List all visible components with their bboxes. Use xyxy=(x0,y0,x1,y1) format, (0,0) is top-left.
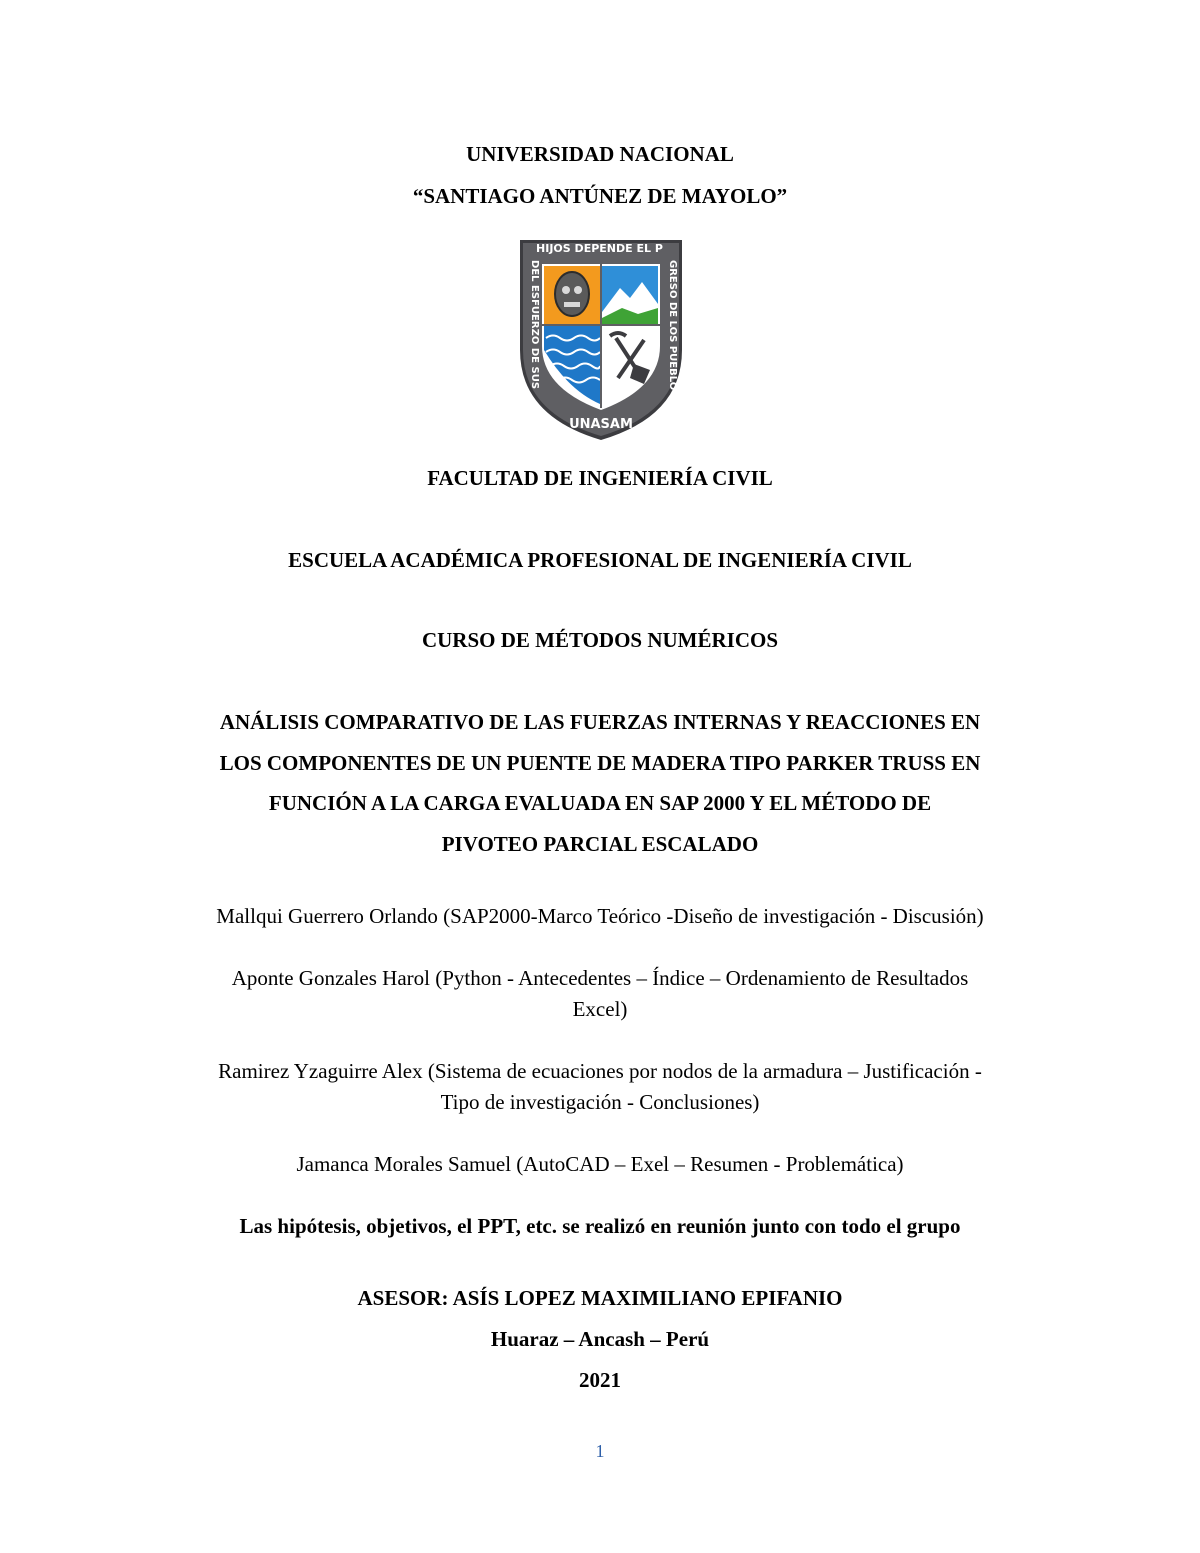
title-line-3: FUNCIÓN A LA CARGA EVALUADA EN SAP 2000 Y EL MÉTODO DE xyxy=(268,791,932,815)
author-3-line-1: Ramirez Yzaguirre Alex (Sistema de ecuaciones por nodos de la armadura – Justificación - xyxy=(218,1059,982,1083)
title-line-2: LOS COMPONENTES DE UN PUENTE DE MADERA TIPO PARKER TRUSS EN xyxy=(219,751,981,775)
author-1: Mallqui Guerrero Orlando (SAP2000-Marco Teórico -Diseño de investigación - Discusión) xyxy=(216,904,984,928)
svg-text:DEL ESFUERZO DE SUS xyxy=(529,260,540,389)
author-3-line-2: Tipo de investigación - Conclusiones) xyxy=(440,1090,760,1114)
unasam-logo xyxy=(518,238,684,442)
unasam-seal-icon xyxy=(518,238,684,442)
title-line-1: ANÁLISIS COMPARATIVO DE LAS FUERZAS INTERNAS Y REACCIONES EN xyxy=(219,710,981,734)
faculty-heading: FACULTAD DE INGENIERÍA CIVIL xyxy=(427,466,773,490)
group-note: Las hipótesis, objetivos, el PPT, etc. se realizó en reunión junto con todo el grupo xyxy=(239,1214,961,1238)
logo-bottom-text: UNASAM xyxy=(569,417,633,432)
year: 2021 xyxy=(579,1368,621,1392)
location: Huaraz – Ancash – Perú xyxy=(490,1327,710,1351)
logo-left-text: DEL ESFUERZO DE SUS xyxy=(529,260,540,390)
advisor: ASESOR: ASÍS LOPEZ MAXIMILIANO EPIFANIO xyxy=(357,1286,843,1310)
logo-right-text: GRESO DE LOS PUEBLO xyxy=(667,260,678,391)
page-number: 1 xyxy=(595,1441,605,1461)
university-subname: “SANTIAGO ANTÚNEZ DE MAYOLO” xyxy=(412,184,788,208)
author-2-line-1: Aponte Gonzales Harol (Python - Antecedentes – Índice – Ordenamiento de Resultados xyxy=(231,966,969,990)
author-2-line-2: Excel) xyxy=(572,997,628,1021)
university-name: UNIVERSIDAD NACIONAL xyxy=(466,142,734,166)
title-line-4: PIVOTEO PARCIAL ESCALADO xyxy=(441,832,759,856)
author-4: Jamanca Morales Samuel (AutoCAD – Exel – Resumen - Problemática) xyxy=(296,1152,904,1176)
school-heading: ESCUELA ACADÉMICA PROFESIONAL DE INGENIERÍA CIVIL xyxy=(288,548,912,572)
course-heading: CURSO DE MÉTODOS NUMÉRICOS xyxy=(421,628,779,652)
logo-top-text: HIJOS DEPENDE EL P xyxy=(536,242,663,255)
